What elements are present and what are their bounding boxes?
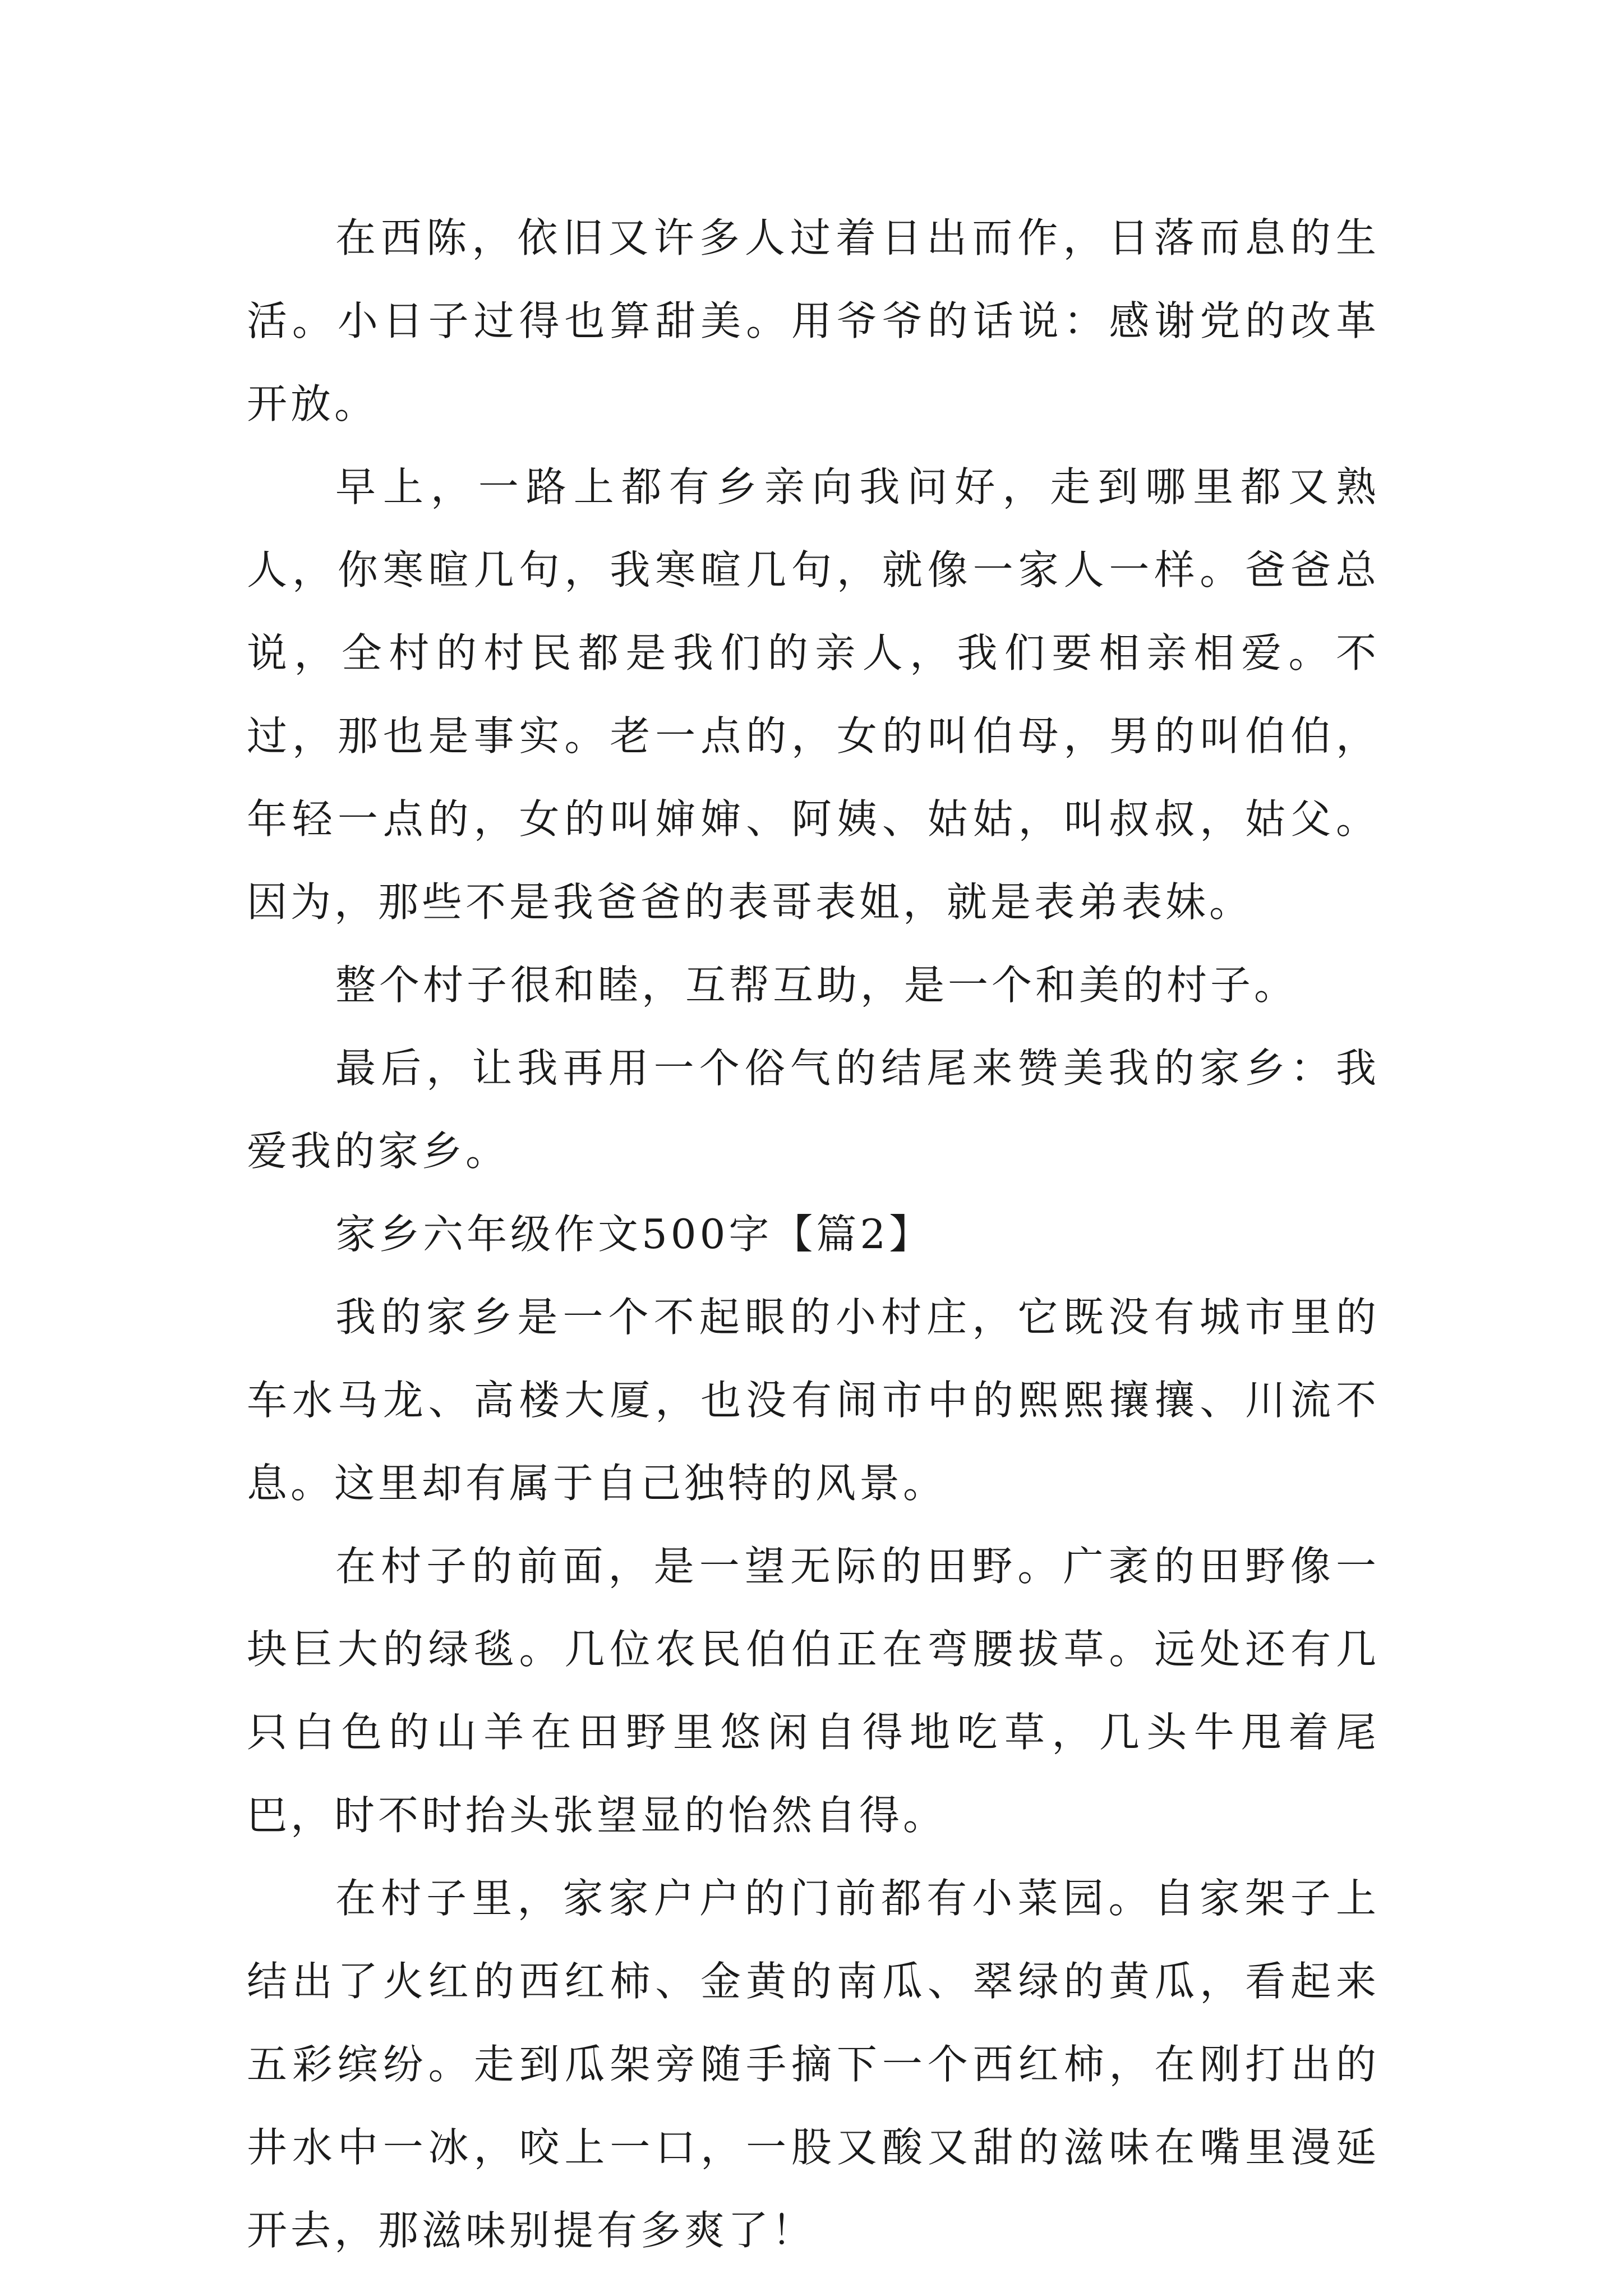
paragraph-2: 早上，一路上都有乡亲向我问好，走到哪里都又熟人，你寒暄几句，我寒暄几句，就像一家人一样。爸爸总说，全村的村民都是我们的亲人，我们要相亲相爱。不过，那也是事实。老一点的，女的叫伯母，男的叫伯伯，年轻一点的，女的叫婶婶、阿姨、姑姑，叫叔叔，姑父。因为，那些不是我爸爸的表哥表姐，就是表弟表妹。 — [247, 463, 1380, 926]
section-paragraph-3: 在村子里，家家户户的门前都有小菜园。自家架子上结出了火红的西红柿、金黄的南瓜、翠绿的黄瓜，看起来五彩缤纷。走到瓜架旁随手摘下一个西红柿，在刚打出的井水中一冰，咬上一口，一股又酸又甜的滋味在嘴里漫延开去，那滋味别提有多爽了！ — [247, 1875, 1380, 2254]
section-heading: 家乡六年级作文500字【篇2】 — [335, 1211, 933, 1258]
document-body — [247, 196, 1380, 2272]
paragraph-1: 在西陈，依旧又许多人过着日出而作，日落而息的生活。小日子过得也算甜美。用爷爷的话说：感谢党的改革开放。 — [247, 214, 1380, 427]
section-paragraph-2: 在村子的前面，是一望无际的田野。广袤的田野像一块巨大的绿毯。几位农民伯伯正在弯腰拔草。远处还有几只白色的山羊在田野里悠闲自得地吃草，几头牛甩着尾巴，时不时抬头张望显的怡然自得。 — [247, 1543, 1380, 1839]
paragraph-3: 整个村子很和睦，互帮互助，是一个和美的村子。 — [335, 961, 1298, 1009]
paragraph-4: 最后，让我再用一个俗气的结尾来赞美我的家乡：我爱我的家乡。 — [247, 1045, 1380, 1175]
section-paragraph-1: 我的家乡是一个不起眼的小村庄，它既没有城市里的车水马龙、高楼大厦，也没有闹市中的熙熙攘攘、川流不息。这里却有属于自己独特的风景。 — [247, 1294, 1380, 1507]
